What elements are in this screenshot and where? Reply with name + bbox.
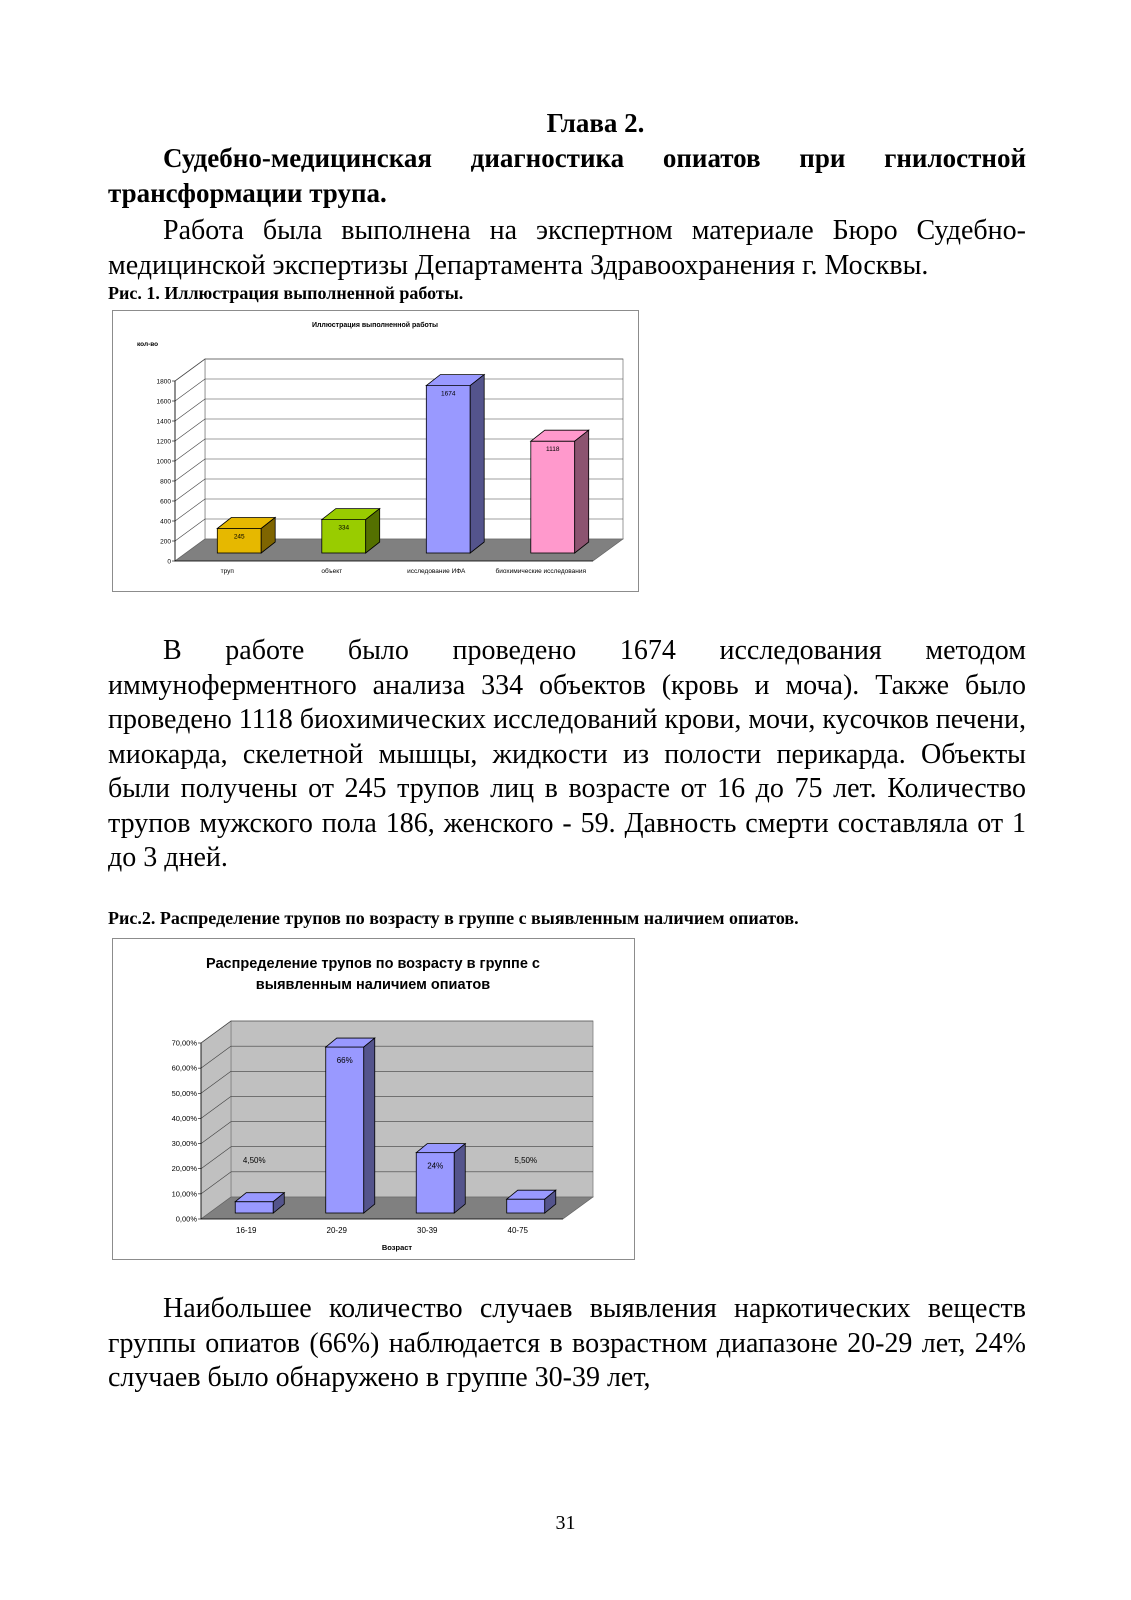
y-tick-label: 10,00%	[171, 1189, 197, 1199]
data-label: 5,50%	[514, 1156, 538, 1165]
y-tick-label: 1000	[156, 458, 171, 466]
y-tick-label: 70,00%	[171, 1038, 197, 1048]
y-tick-label: 1600	[156, 398, 171, 406]
y-tick-label: 40,00%	[171, 1113, 197, 1123]
x-tick-label: 40-75	[507, 1226, 528, 1235]
x-tick-label: 16-19	[236, 1226, 257, 1235]
y-tick-label: 30,00%	[171, 1139, 197, 1149]
y-tick-label: 60,00%	[171, 1063, 197, 1073]
bar-side	[575, 430, 589, 553]
chart-title: Иллюстрация выполненной работы	[311, 322, 439, 329]
figure1-caption: Рис. 1. Иллюстрация выполненной работы.	[108, 283, 464, 303]
data-label: 1118	[546, 446, 560, 454]
bar-front	[235, 1202, 273, 1213]
x-tick-label: объект	[321, 568, 343, 575]
y-tick-label: 0	[167, 558, 171, 566]
x-tick-label: исследование ИФА	[407, 568, 466, 575]
x-tick-label: труп	[220, 568, 234, 575]
y-tick-label: 50,00%	[171, 1088, 197, 1098]
y-tick-label: 600	[160, 498, 171, 506]
x-axis-label: Возраст	[381, 1243, 413, 1252]
bar-side	[454, 1144, 465, 1213]
data-label: 1674	[441, 390, 456, 398]
paragraph-3: Наибольшее количество случаев выявления наркотических веществ группы опиатов (66%) наблюдается в возрастном диапазоне 20-29 лет, 24% случаев было обнаружено в группе 30-39 лет,	[108, 1293, 1026, 1393]
figure1-chart	[112, 310, 639, 592]
x-tick-label: 30-39	[417, 1226, 438, 1235]
figure2-caption: Рис.2. Распределение трупов по возрасту в группе с выявленным наличием опиатов.	[108, 908, 799, 928]
intro-paragraph: Работа была выполнена на экспертном материале Бюро Судебно-медицинской экспертизы Департамента Здравоохранения г. Москвы.	[108, 215, 1026, 281]
chart-side-wall	[175, 359, 205, 561]
section-title: Судебно-медицинская диагностика опиатов при гнилостной трансформации трупа.	[108, 143, 1026, 208]
figure2-chart	[112, 938, 635, 1260]
y-tick-label: 200	[160, 538, 171, 546]
chart-title: Распределение трупов по возрасту в группе с	[206, 956, 540, 972]
chart-back-wall	[231, 1021, 593, 1197]
data-label: 334	[338, 524, 350, 532]
chart-title: выявленным наличием опиатов	[255, 977, 491, 993]
chapter-title: Глава 2.	[546, 108, 645, 138]
chart2-svg	[113, 939, 634, 1259]
bar-front	[531, 441, 575, 553]
bar-front	[426, 386, 470, 553]
y-tick-label: 20,00%	[171, 1164, 197, 1174]
x-tick-label: биохимические исследования	[495, 568, 587, 575]
bar-side	[364, 1038, 375, 1213]
data-label: 245	[233, 533, 245, 541]
y-tick-label: 0,00%	[175, 1214, 197, 1224]
y-tick-label: 1200	[156, 438, 171, 446]
chart-side-wall	[201, 1021, 231, 1219]
x-tick-label: 20-29	[326, 1226, 347, 1235]
bar-front	[507, 1199, 545, 1213]
y-axis-label: кол-во	[137, 341, 159, 348]
bar-front	[217, 529, 261, 554]
bar-side	[470, 375, 484, 553]
data-label: 24%	[427, 1161, 444, 1171]
data-label: 66%	[336, 1056, 353, 1066]
y-tick-label: 1400	[156, 418, 171, 426]
chart1-svg	[113, 311, 638, 591]
data-label: 4,50%	[242, 1156, 266, 1165]
y-tick-label: 1800	[156, 378, 171, 386]
page-number: 31	[555, 1512, 576, 1534]
y-tick-label: 800	[160, 478, 171, 486]
y-tick-label: 400	[160, 518, 171, 526]
paragraph-2: В работе было проведено 1674 исследования методом иммуноферментного анализа 334 объектов (кровь и моча). Также было проведено 1118 биохимических исследований крови, мочи, кусочков печени, миокарда, скелетной мышцы, жидкости из полости перикарда. Объекты были получены от 245 трупов лиц в возрасте от 16 до 75 лет. Количество трупов мужского пола 186, женского - 59. Давность смерти составляла от 1 до 3 дней.	[108, 635, 1026, 873]
bar-front	[326, 1047, 364, 1213]
